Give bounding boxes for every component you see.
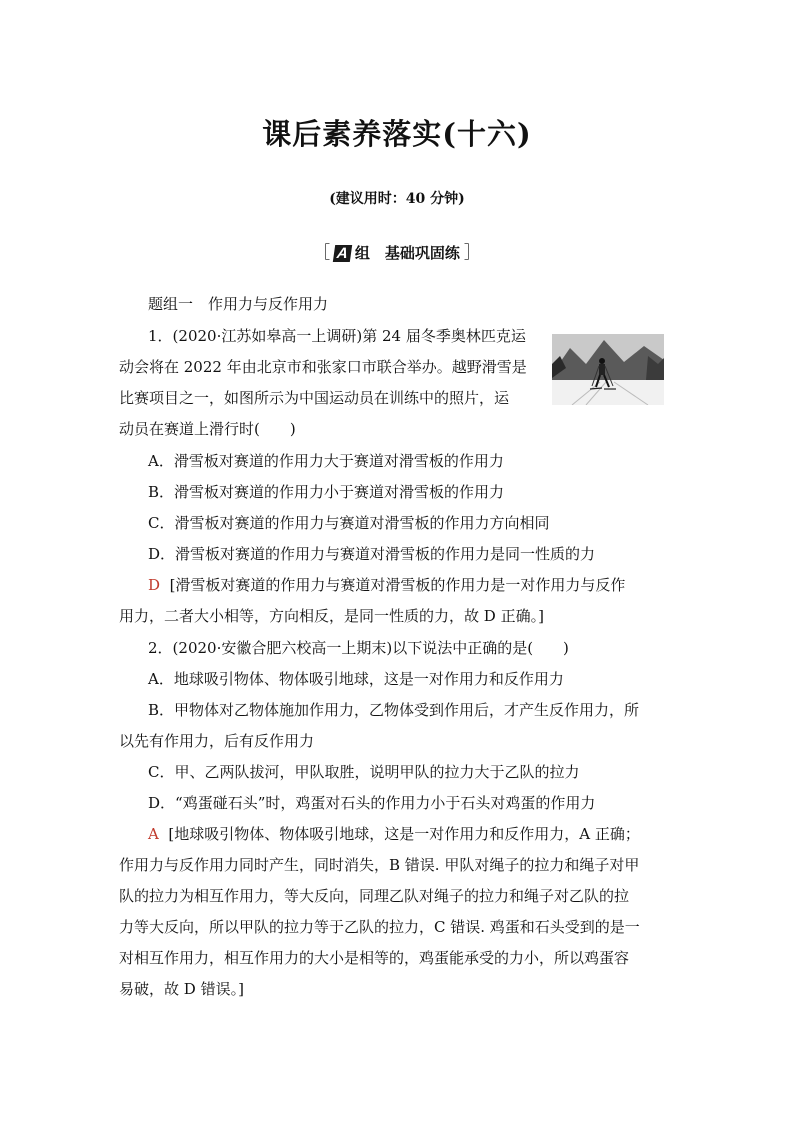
- close-bracket: ］: [463, 243, 481, 263]
- cross-country-skier-photo: [552, 334, 664, 405]
- q2-explanation-line: 作用力与反作用力同时产生，同时消失，B 错误. 甲队对绳子的拉力和绳子对甲: [119, 856, 640, 874]
- group-heading-text: 组 基础巩固练: [354, 244, 460, 262]
- q2-explanation-line: 力等大反向，所以甲队的拉力等于乙队的拉力，C 错误. 鸡蛋和石头受到的是一: [119, 918, 640, 936]
- q2-answer: [148, 824, 640, 844]
- q1-option-a: A．滑雪板对赛道的作用力大于赛道对滑雪板的作用力: [148, 452, 504, 470]
- q2-explanation-line: [地球吸引物体、物体吸引地球，这是一对作用力和反作用力，A 正确；: [168, 825, 640, 843]
- q1-explanation-line: [滑雪板对赛道的作用力与赛道对滑雪板的作用力是一对作用力与反作: [169, 576, 626, 594]
- q1-option-c: C．滑雪板对赛道的作用力与赛道对滑雪板的作用力方向相同: [148, 514, 550, 532]
- q1-stem-line: 动员在赛道上滑行时( ): [119, 420, 296, 438]
- q2-option-c: C．甲、乙两队拔河，甲队取胜，说明甲队的拉力大于乙队的拉力: [148, 763, 580, 781]
- open-bracket: ［: [313, 243, 331, 263]
- q2-explanation-line: 易破，故 D 错误。]: [119, 980, 244, 998]
- q1-answer: [148, 575, 625, 595]
- q2-explanation-line: 队的拉力为相互作用力，等大反向，同理乙队对绳子的拉力和绳子对乙队的拉: [119, 887, 630, 905]
- q2-option-b: B．甲物体对乙物体施加作用力，乙物体受到作用后，才产生反作用力，所: [148, 701, 640, 719]
- page-title: 课后素养落实(十六): [262, 117, 532, 151]
- q1-stem-line: 动会将在 2022 年由北京市和张家口市联合举办。越野滑雪是: [119, 358, 527, 376]
- group-a-badge: A: [333, 245, 352, 262]
- q2-stem: 2．(2020·安徽合肥六校高一上期末)以下说法中正确的是( ): [148, 639, 569, 657]
- suggested-time: (建议用时：40 分钟): [329, 191, 465, 207]
- q2-option-a: A．地球吸引物体、物体吸引地球，这是一对作用力和反作用力: [148, 670, 564, 688]
- q1-answer-letter: D: [148, 576, 161, 594]
- q1-explanation-line: 用力，二者大小相等，方向相反，是同一性质的力，故 D 正确。]: [119, 607, 544, 625]
- q1-option-b: B．滑雪板对赛道的作用力小于赛道对滑雪板的作用力: [148, 483, 505, 501]
- q2-option-d: D．“鸡蛋碰石头”时，鸡蛋对石头的作用力小于石头对鸡蛋的作用力: [148, 794, 596, 812]
- q2-option-b-cont: 以先有作用力，后有反作用力: [119, 732, 315, 750]
- q1-stem-line: 1．(2020·江苏如皋高一上调研)第 24 届冬季奥林匹克运: [148, 327, 526, 345]
- q1-option-d: D．滑雪板对赛道的作用力与赛道对滑雪板的作用力是同一性质的力: [148, 545, 596, 563]
- q2-explanation-line: 对相互作用力，相互作用力的大小是相等的，鸡蛋能承受的力小，所以鸡蛋容: [119, 949, 630, 967]
- q2-answer-letter: A: [148, 825, 159, 843]
- q1-stem-line: 比赛项目之一，如图所示为中国运动员在训练中的照片，运: [119, 389, 510, 407]
- topic-heading: 题组一 作用力与反作用力: [148, 295, 329, 313]
- group-heading: [0, 238, 794, 263]
